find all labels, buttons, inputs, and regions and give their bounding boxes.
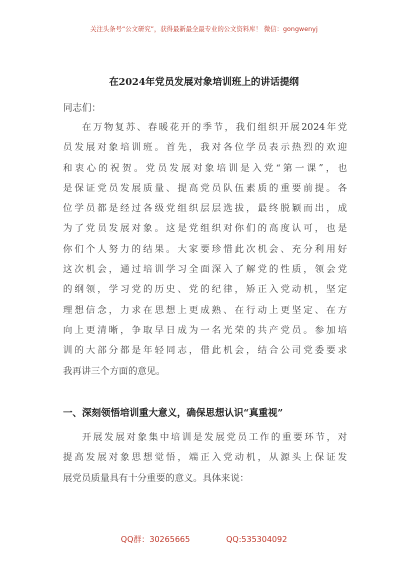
paragraph-line: 为了党员发展对象。这是党组织对你们的高度认可，也是 xyxy=(63,223,347,235)
paragraph-line: 员发展对象培训班。首先，我对各位学员表示热烈的欢迎 xyxy=(63,142,347,154)
paragraph-line: 位学员都是经过各级党组织层层选拔，最终脱颖而出，成 xyxy=(63,203,347,215)
paragraph-line: 这次机会，通过培训学习全面深入了解党的性质，领会党 xyxy=(63,264,347,276)
paragraph-line: 提高发展对象思想觉悟，端正入党动机，从源头上保证发 xyxy=(63,452,347,464)
paragraph-line: 在万物复苏、春暖花开的季节，我们组织开展2024年党 xyxy=(82,122,347,133)
section-heading-1: 一、深刻领悟培训重大意义，确保思想认识“真重视” xyxy=(63,408,283,419)
qq-number-contact: QQ:535304092 xyxy=(226,535,288,544)
paragraph-line: 的纲领，学习党的历史、党的纪律，矫正入党动机，坚定 xyxy=(63,284,347,296)
paragraph-line: 展党员质量具有十分重要的意义。具体来说： xyxy=(63,472,249,484)
paragraph-1 xyxy=(63,118,347,382)
paragraph-line: 和衷心的祝贺。党员发展对象培训是入党“第一课”，也 xyxy=(63,162,347,174)
paragraph-line: 我再讲三个方面的意见。 xyxy=(63,365,166,377)
header-banner: 关注头条号“公文研究”，获得最新最全最专业的公文资料库！ 微信：gongwenyj xyxy=(90,26,318,33)
paragraph-line: 向上更清晰，争取早日成为一名光荣的共产党员。参加培 xyxy=(63,324,347,336)
paragraph-line: 训的大部分都是年轻同志，借此机会，结合公司党委要求 xyxy=(63,345,347,357)
document-title: 在2024年党员发展对象培训班上的讲话提纲 xyxy=(109,77,299,88)
paragraph-line: 是保证党员发展质量、提高党员队伍素质的重要前提。各 xyxy=(63,182,347,194)
footer-contact xyxy=(0,534,408,545)
qq-group-contact: QQ群：30265665 xyxy=(120,535,191,544)
salutation: 同志们： xyxy=(63,103,102,114)
paragraph-line: 你们个人努力的结果。大家要珍惜此次机会、充分利用好 xyxy=(63,243,347,255)
paragraph-2 xyxy=(63,428,347,489)
paragraph-line: 开展发展对象集中培训是发展党员工作的重要环节，对 xyxy=(82,432,347,443)
paragraph-line: 理想信念，力求在思想上更成熟、在行动上更坚定、在方 xyxy=(63,304,347,316)
